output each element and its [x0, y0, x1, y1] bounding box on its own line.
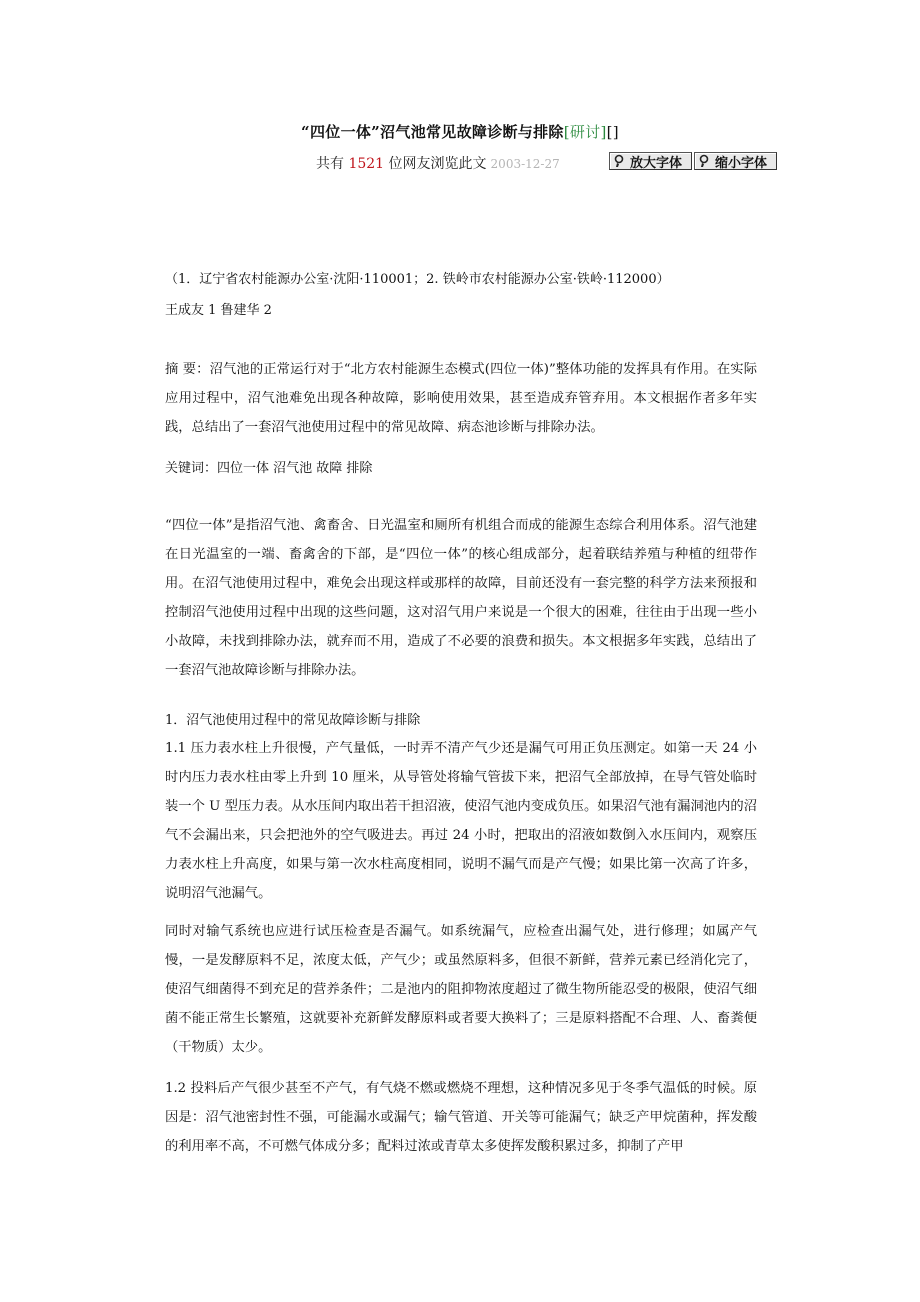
author-affiliation: （1．辽宁省农村能源办公室·沈阳·110001；2. 铁岭市农村能源办公室·铁岭·112000）	[165, 272, 670, 287]
keywords: 关键词：四位一体 沼气池 故障 排除	[165, 461, 373, 476]
article-title	[0, 121, 920, 142]
meta-prefix: 共有	[316, 156, 344, 172]
category-tag-link[interactable]: [研讨]	[563, 123, 607, 141]
body-paragraph: 1.2 投料后产气很少甚至不产气，有气烧不燃或燃烧不理想，这种情况多见于冬季气温低的时候。原因是：沼气池密封性不强，可能漏水或漏气；输气管道、开关等可能漏气；缺乏产甲烷菌种，挥发酸的利用率不高，不可燃气体成分多；配料过浓或青草太多使挥发酸积累过多，抑制了产甲	[165, 1081, 757, 1154]
view-info	[316, 153, 560, 173]
title-text: “四位一体”沼气池常见故障诊断与排除	[301, 123, 564, 141]
section-heading: 1．沼气池使用过程中的常见故障诊断与排除	[165, 713, 421, 728]
zoom-out-label: 缩小字体	[715, 155, 768, 171]
body-paragraph: 1.1 压力表水柱上升很慢，产气量低，一时弄不清产气少还是漏气可用正负压测定。如第一天 24 小时内压力表水柱由零上升到 10 厘米，从导管处将输气管拔下来，把沼气全部放掉，在导气管处临时装一个 U 型压力表。从水压间内取出若干担沼液，使沼气池内变成负压。如果沼气池有漏洞池内的沼气不会漏出来，只会把池外的空气吸进去。再过 24 小时，把取出的沼液如数倒入水压间内，观察压力表水柱上升高度，如果与第一次水柱高度相同，说明不漏气而是产气慢；如果比第一次高了许多，说明沼气池漏气。	[165, 741, 757, 901]
authors: 王成友 1 鲁建华 2	[165, 303, 272, 318]
meta-suffix: 位网友浏览此文	[388, 156, 487, 172]
zoom-in-label: 放大字体	[630, 155, 683, 171]
publish-date: 2003-12-27	[490, 157, 560, 171]
zoom-out-font-button[interactable]	[694, 152, 777, 170]
intro-paragraph: “四位一体”是指沼气池、禽畜舍、日光温室和厕所有机组合而成的能源生态综合利用体系。沼气池建在日光温室的一端、畜禽舍的下部，是“四位一体”的核心组成部分，起着联结养殖与种植的纽带作用。在沼气池使用过程中，难免会出现这样或那样的故障，目前还没有一套完整的科学方法来预报和控制沼气池使用过程中出现的这些问题，这对沼气用户来说是一个很大的困难，往往由于出现一些小小故障，未找到排除办法，就弃而不用，造成了不必要的浪费和损失。本文根据多年实践，总结出了一套沼气池故障诊断与排除办法。	[165, 518, 757, 678]
zoom-in-font-button[interactable]	[609, 152, 692, 170]
title-suffix: []	[606, 123, 619, 141]
magnifier-icon	[697, 154, 711, 168]
body-paragraph: 同时对输气系统也应进行试压检查是否漏气。如系统漏气，应检查出漏气处，进行修理；如属产气慢，一是发酵原料不足，浓度太低，产气少；或虽然原料多，但很不新鲜，营养元素已经消化完了，使沼气细菌得不到充足的营养条件；二是池内的阻抑物浓度超过了微生物所能忍受的极限，使沼气细菌不能正常生长繁殖，这就要补充新鲜发酵原料或者要大换料了；三是原料搭配不合理、人、畜粪便（干物质）太少。	[165, 924, 757, 1055]
magnifier-icon	[612, 154, 626, 168]
abstract-paragraph: 摘 要：沼气池的正常运行对于“北方农村能源生态模式(四位一体)”整体功能的发挥具有作用。在实际应用过程中，沼气池难免出现各种故障，影响使用效果，甚至造成弃管弃用。本文根据作者多年实践，总结出了一套沼气池使用过程中的常见故障、病态池诊断与排除办法。	[165, 362, 757, 435]
view-count: 1521	[348, 156, 385, 172]
